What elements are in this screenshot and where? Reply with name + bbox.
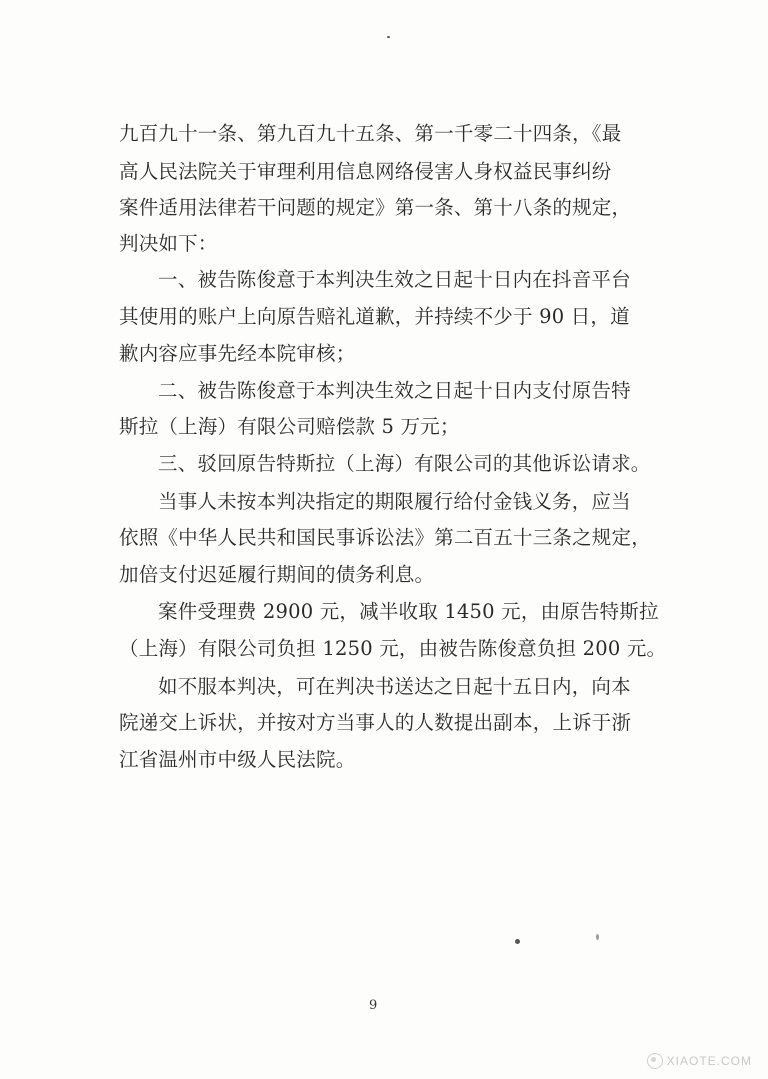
text-line: 九百九十一条、第九百九十五条、第一千零二十四条，《最: [119, 122, 622, 145]
text-line: （上海）有限公司负担 1250 元，由被告陈俊意负担 200 元。: [119, 637, 667, 660]
watermark-text: XIAOTE.COM: [666, 1054, 752, 1068]
scan-speck: [387, 36, 390, 38]
text-line: 当事人未按本判决指定的期限履行给付金钱义务，应当: [158, 490, 631, 513]
text-line: 如不服本判决，可在判决书送达之日起十五日内，向本: [158, 675, 631, 698]
text-line: 案件受理费 2900 元，减半收取 1450 元，由原告特斯拉: [158, 600, 659, 623]
text-line: 院递交上诉状，并按对方当事人的人数提出副本，上诉于浙: [119, 711, 632, 734]
scan-speck: [596, 934, 599, 940]
text-line: 判决如下：: [119, 232, 218, 255]
text-line: 歉内容应事先经本院审核；: [119, 342, 356, 365]
page-number: 9: [369, 998, 378, 1013]
watermark: [647, 1053, 752, 1069]
text-line: 依照《中华人民共和国民事诉讼法》第二百五十三条之规定，: [119, 526, 651, 549]
text-line: 二、被告陈俊意于本判决生效之日起十日内支付原告特: [158, 379, 631, 402]
text-line: 三、驳回原告特斯拉（上海）有限公司的其他诉讼请求。: [158, 452, 651, 475]
text-line: 一、被告陈俊意于本判决生效之日起十日内在抖音平台: [158, 268, 631, 291]
text-line: 斯拉（上海）有限公司赔偿款 5 万元；: [119, 415, 460, 438]
text-line: 江省温州市中级人民法院。: [119, 748, 356, 771]
scan-speck: [515, 939, 520, 944]
text-line: 其使用的账户上向原告赔礼道歉，并持续不少于 90 日，道: [119, 305, 630, 328]
text-line: 高人民法院关于审理利用信息网络侵害人身权益民事纠纷: [119, 160, 612, 183]
watermark-logo-icon: [647, 1053, 663, 1069]
text-line: 案件适用法律若干问题的规定》第一条、第十八条的规定，: [119, 196, 632, 219]
text-line: 加倍支付迟延履行期间的债务利息。: [119, 563, 435, 586]
